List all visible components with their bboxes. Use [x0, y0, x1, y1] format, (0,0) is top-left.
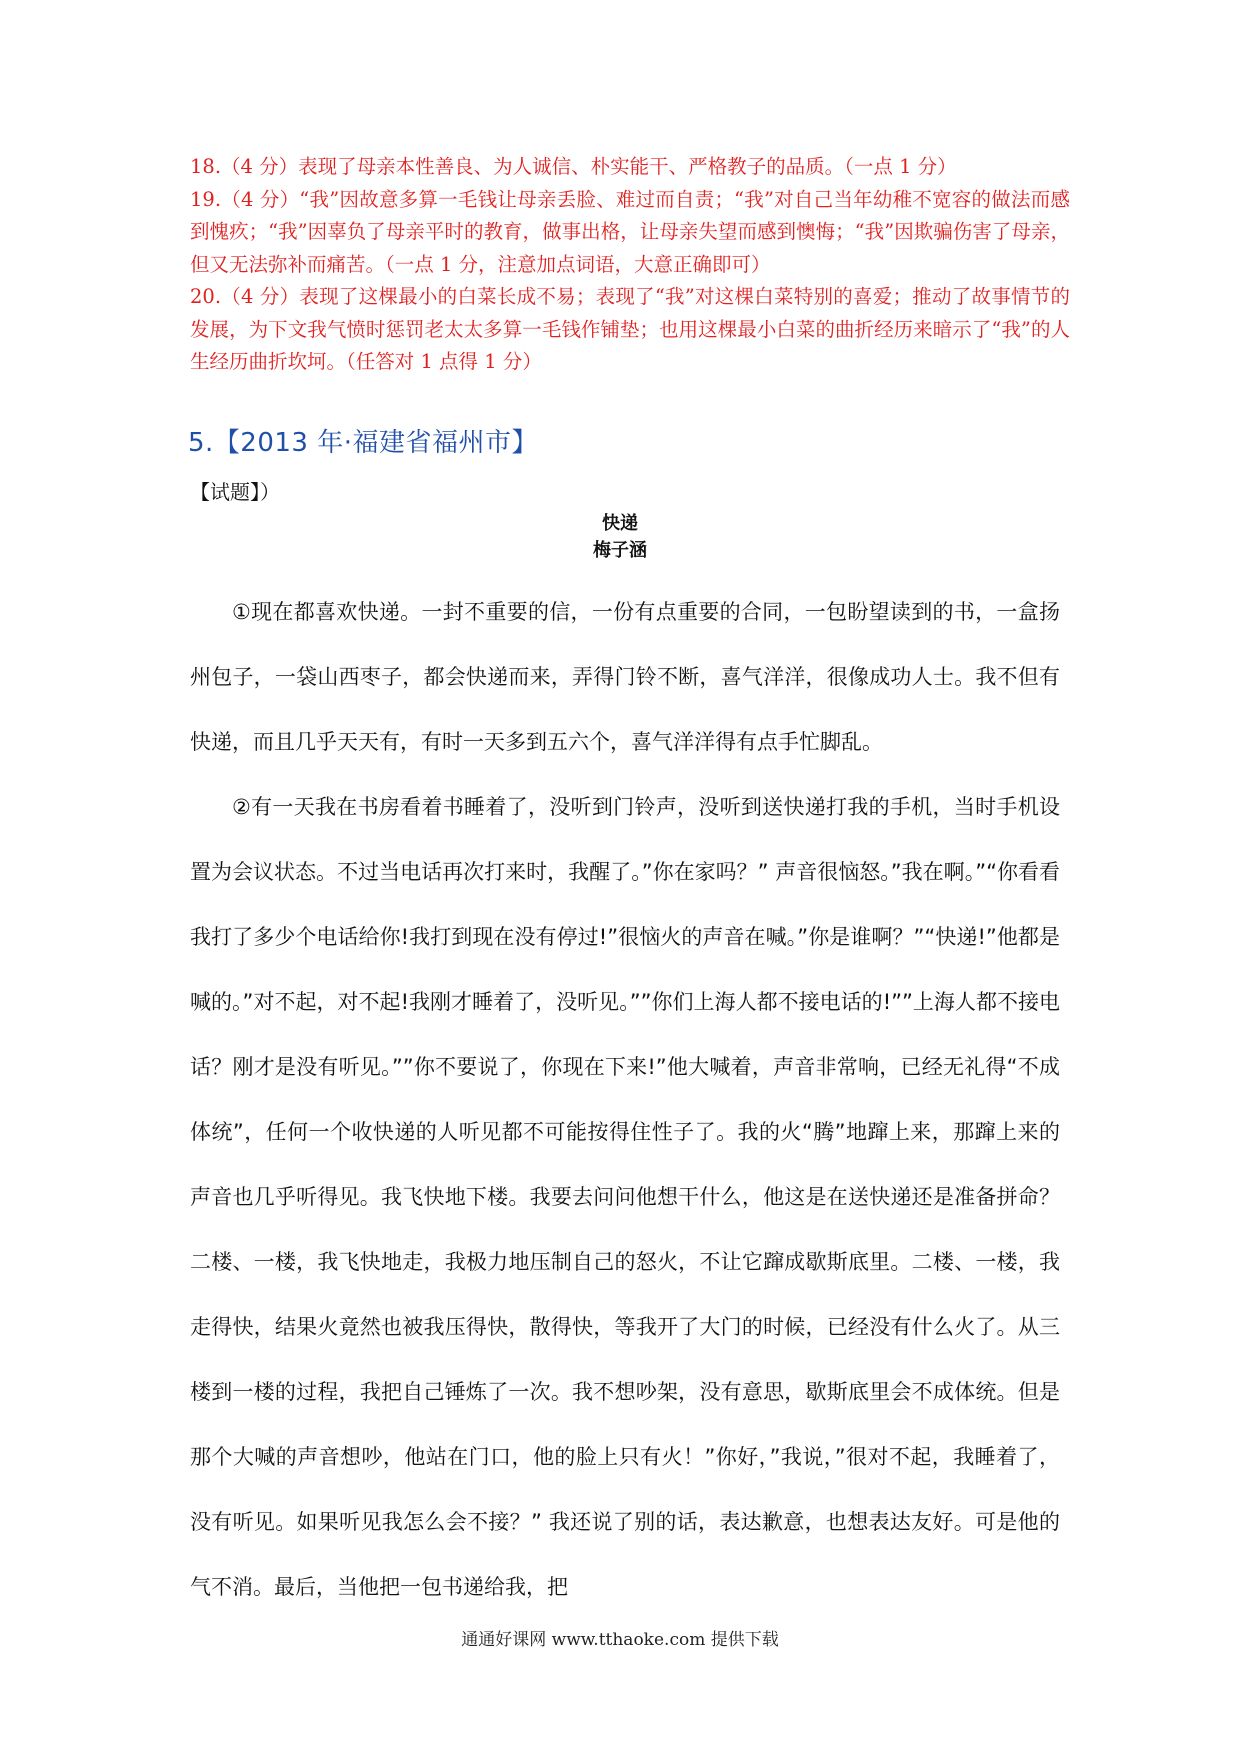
exam-label: 【试题】） [190, 480, 280, 504]
answer-key [190, 151, 1070, 379]
section-heading: 5.【2013 年·福建省福州市】 [188, 428, 539, 458]
answer-19: 19.（4 分）“我”因故意多算一毛钱让母亲丢脸、难过而自责；“我”对自己当年幼稚不宽容的做法而感到愧疚；“我”因辜负了母亲平时的教育，做事出格，让母亲失望而感到懊悔；“我”因欺骗伤害了母亲，但又无法弥补而痛苦。（一点 1 分，注意加点词语，大意正确即可） [190, 187, 1070, 276]
answer-20: 20.（4 分）表现了这棵最小的白菜长成不易；表现了“我”对这棵白菜特别的喜爱；推动了故事情节的发展，为下文我气愤时惩罚老太太多算一毛钱作铺垫；也用这棵最小白菜的曲折经历来暗示了“我”的人生经历曲折坎坷。（任答对 1 点得 1 分） [190, 285, 1070, 373]
answer-18: 18.（4 分）表现了母亲本性善良、为人诚信、朴实能干、严格教子的品质。（一点 1 分） [190, 155, 957, 178]
article-author: 梅子涵 [593, 540, 647, 561]
paragraph-1: ①现在都喜欢快递。一封不重要的信，一份有点重要的合同，一包盼望读到的书，一盒扬州包子，一袋山西枣子，都会快递而来，弄得门铃不断，喜气洋洋，很像成功人士。我不但有快递，而且几乎天天有，有时一天多到五六个，喜气洋洋得有点手忙脚乱。 [190, 600, 1060, 754]
article-body [190, 580, 1060, 1620]
article-title: 快递 [602, 513, 638, 534]
page-footer: 通通好课网 www.tthaoke.com 提供下载 [461, 1630, 779, 1650]
paragraph-2: ②有一天我在书房看着书睡着了，没听到门铃声，没听到送快递打我的手机，当时手机设置为会议状态。不过当电话再次打来时，我醒了。”你在家吗？” 声音很恼怒。”我在啊。”“你看看我打了多少个电话给你!我打到现在没有停过!”很恼火的声音在喊。”你是谁啊？”“快递!”他都是喊的。”对不起，对不起!我刚才睡着了，没听见。””你们上海人都不接电话的!””上海人都不接电话？刚才是没有听见。””你不要说了，你现在下来!”他大喊着，声音非常响，已经无礼得“不成体统”，任何一个收快递的人听见都不可能按得住性子了。我的火“腾”地蹿上来，那蹿上来的声音也几乎听得见。我飞快地下楼。我要去问问他想干什么，他这是在送快递还是准备拼命？二楼、一楼，我飞快地走，我极力地压制自己的怒火，不让它蹿成歇斯底里。二楼、一楼，我走得快，结果火竟然也被我压得快，散得快，等我开了大门的时候，已经没有什么火了。从三楼到一楼的过程，我把自己锤炼了一次。我不想吵架，没有意思，歇斯底里会不成体统。但是那个大喊的声音想吵，他站在门口，他的脸上只有火！”你好，”我说，”很对不起，我睡着了，没有听见。如果听见我怎么会不接？” 我还说了别的话，表达歉意，也想表达友好。可是他的气不消。最后，当他把一包书递给我，把 [190, 795, 1060, 1599]
